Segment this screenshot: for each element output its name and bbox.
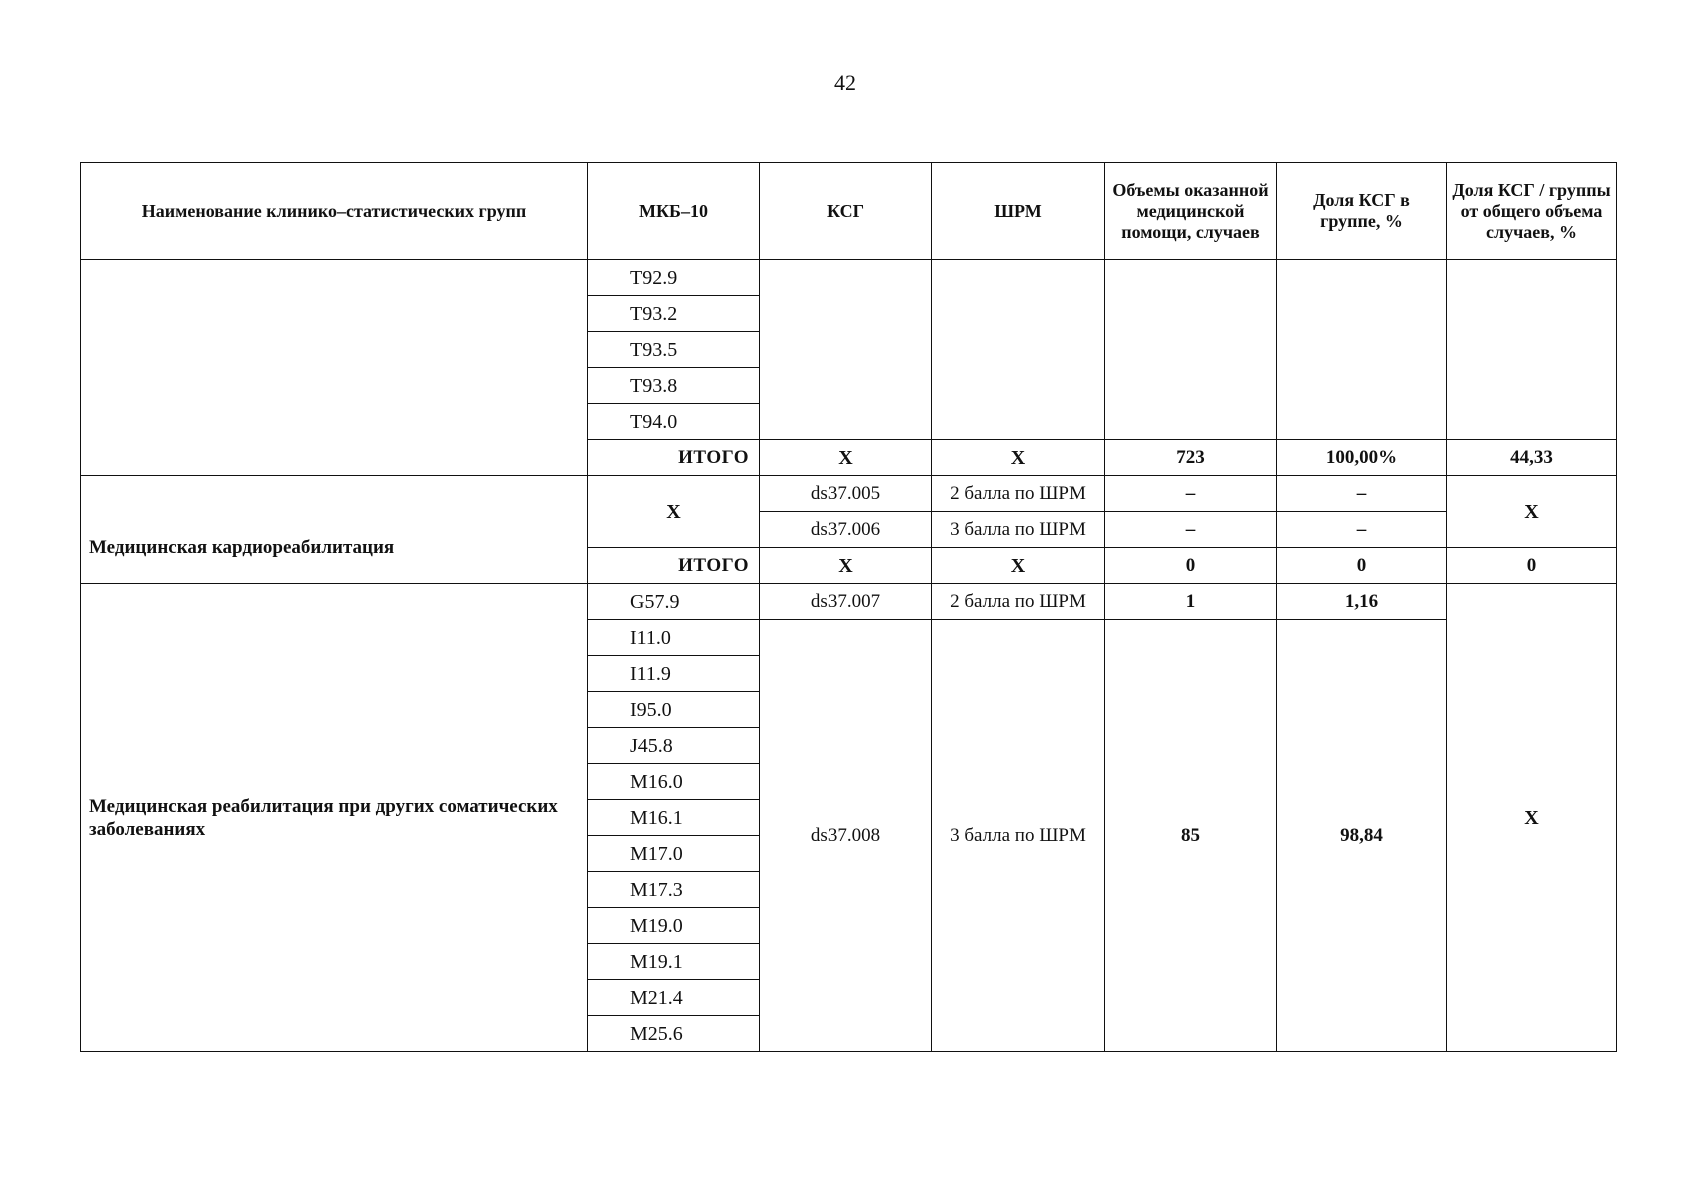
ksg-table [80, 162, 1617, 1052]
share-group-value: 98,84 [1277, 620, 1447, 1052]
group1-shrm-cell [932, 260, 1105, 440]
header-share-group: Доля КСГ в группе, % [1277, 163, 1447, 260]
total-share-group: 0 [1277, 548, 1447, 584]
ksg-code: ds37.007 [760, 584, 932, 620]
volume-value: 85 [1105, 620, 1277, 1052]
mkb-code: M19.0 [588, 908, 760, 944]
total-label: ИТОГО [588, 548, 760, 584]
group2-name: Медицинская кардиореабилитация [81, 476, 588, 584]
mkb-code: T93.5 [588, 332, 760, 368]
share-group-value: 1,16 [1277, 584, 1447, 620]
mkb-code: M16.0 [588, 764, 760, 800]
mkb-code: J45.8 [588, 728, 760, 764]
table-row [81, 476, 1617, 512]
header-ksg: КСГ [760, 163, 932, 260]
header-name: Наименование клинико–статистических групп [81, 163, 588, 260]
table-row [81, 260, 1617, 296]
ksg-code: ds37.005 [760, 476, 932, 512]
group2-mkb: Х [588, 476, 760, 548]
total-ksg: Х [760, 440, 932, 476]
total-share-group: 100,00% [1277, 440, 1447, 476]
page-number: 42 [834, 70, 856, 95]
volume-value: – [1105, 512, 1277, 548]
mkb-code: T93.2 [588, 296, 760, 332]
mkb-code: M25.6 [588, 1016, 760, 1052]
mkb-code: M17.0 [588, 836, 760, 872]
mkb-code: I95.0 [588, 692, 760, 728]
mkb-code: T92.9 [588, 260, 760, 296]
volume-value: 1 [1105, 584, 1277, 620]
group1-share-group-cell [1277, 260, 1447, 440]
mkb-code: T93.8 [588, 368, 760, 404]
total-label: ИТОГО [588, 440, 760, 476]
mkb-code: M17.3 [588, 872, 760, 908]
mkb-code: M16.1 [588, 800, 760, 836]
share-group-value: – [1277, 476, 1447, 512]
group3-name: Медицинская реабилитация при других соматических заболеваниях [81, 584, 588, 1052]
mkb-code: T94.0 [588, 404, 760, 440]
group1-share-total-cell [1447, 260, 1617, 440]
header-volume: Объемы оказанной медицинской помощи, случаев [1105, 163, 1277, 260]
table-header-row [81, 163, 1617, 260]
ksg-code: ds37.008 [760, 620, 932, 1052]
group1-ksg-cell [760, 260, 932, 440]
mkb-code: M19.1 [588, 944, 760, 980]
shrm-value: 2 балла по ШРМ [932, 584, 1105, 620]
ksg-code: ds37.006 [760, 512, 932, 548]
group1-volume-cell [1105, 260, 1277, 440]
mkb-code: I11.9 [588, 656, 760, 692]
total-share-total: 0 [1447, 548, 1617, 584]
total-shrm: Х [932, 440, 1105, 476]
mkb-code: I11.0 [588, 620, 760, 656]
shrm-value: 3 балла по ШРМ [932, 512, 1105, 548]
shrm-value: 2 балла по ШРМ [932, 476, 1105, 512]
total-volume: 0 [1105, 548, 1277, 584]
volume-value: – [1105, 476, 1277, 512]
mkb-code: G57.9 [588, 584, 760, 620]
header-share-total: Доля КСГ / группы от общего объема случаев, % [1447, 163, 1617, 260]
header-shrm: ШРМ [932, 163, 1105, 260]
table-row [81, 584, 1617, 620]
group2-share-total: Х [1447, 476, 1617, 548]
total-ksg: Х [760, 548, 932, 584]
total-share-total: 44,33 [1447, 440, 1617, 476]
total-volume: 723 [1105, 440, 1277, 476]
share-group-value: – [1277, 512, 1447, 548]
total-shrm: Х [932, 548, 1105, 584]
header-mkb: МКБ–10 [588, 163, 760, 260]
mkb-code: M21.4 [588, 980, 760, 1016]
group3-share-total: Х [1447, 584, 1617, 1052]
group1-name-cell [81, 260, 588, 476]
shrm-value: 3 балла по ШРМ [932, 620, 1105, 1052]
